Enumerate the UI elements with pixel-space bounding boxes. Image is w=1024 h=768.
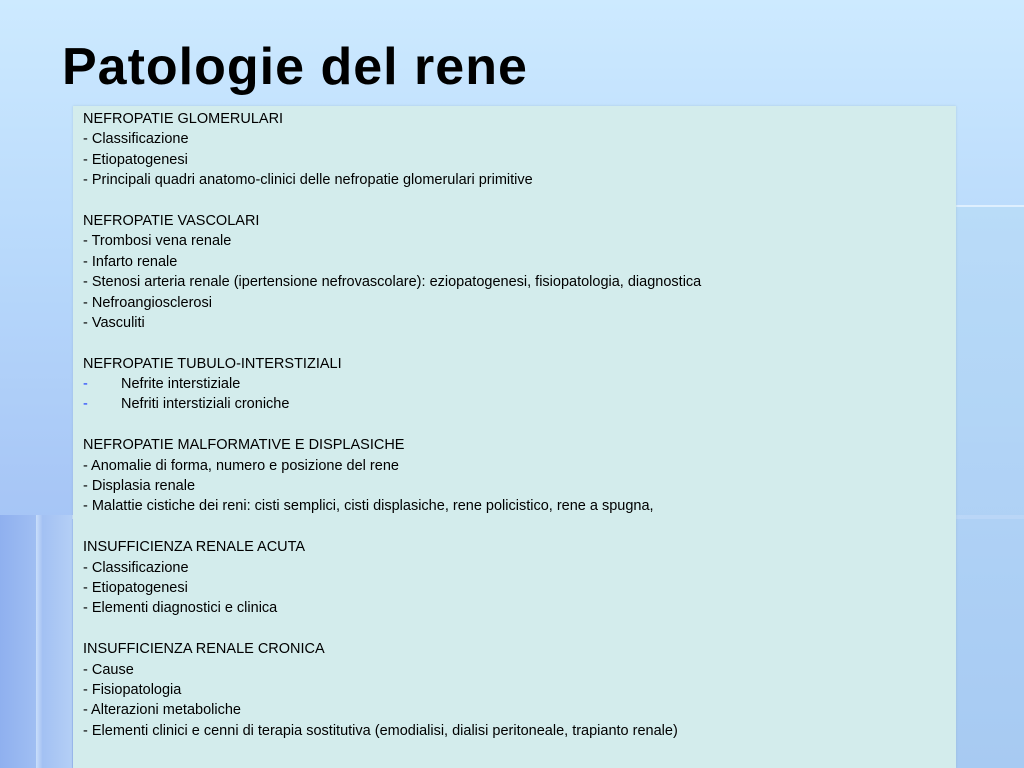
list-item-text: Nefriti interstiziali croniche <box>121 396 290 413</box>
background-decoration-left-edge <box>36 515 42 768</box>
list-item: - Elementi clinici e cenni di terapia sostitutiva (emodialisi, dialisi peritoneale, trapianto renale) <box>83 722 678 739</box>
list-item: - Fisiopatologia <box>83 681 182 698</box>
list-item: - Classificazione <box>83 131 189 148</box>
section-nefropatie-vascolari <box>83 211 946 333</box>
background-decoration-left <box>0 515 72 768</box>
list-item: - Classificazione <box>83 559 189 576</box>
dash-bullet: - <box>83 376 88 393</box>
section-heading: NEFROPATIE MALFORMATIVE E DISPLASICHE <box>83 437 405 454</box>
section-heading: INSUFFICIENZA RENALE CRONICA <box>83 641 325 658</box>
list-item <box>83 394 946 414</box>
list-item: - Infarto renale <box>83 253 178 270</box>
list-item: - Cause <box>83 661 134 678</box>
content-box <box>73 106 956 768</box>
list-item: - Vasculiti <box>83 314 145 331</box>
section-heading: NEFROPATIE GLOMERULARI <box>83 111 284 127</box>
section-heading: NEFROPATIE TUBULO-INTERSTIZIALI <box>83 355 342 372</box>
section-heading: NEFROPATIE VASCOLARI <box>83 212 260 229</box>
section-nefropatie-glomerulari <box>83 109 946 191</box>
section-heading: INSUFFICIENZA RENALE ACUTA <box>83 539 306 556</box>
list-item: - Elementi diagnostici e clinica <box>83 600 278 617</box>
list-item: - Malattie cistiche dei reni: cisti semplici, cisti displasiche, rene policistico, rene a spugna, <box>83 498 654 515</box>
list-item <box>83 374 946 394</box>
list-item: - Principali quadri anatomo-clinici delle nefropatie glomerulari primitive <box>83 172 533 189</box>
list-item: - Anomalie di forma, numero e posizione del rene <box>83 457 399 474</box>
list-item: - Stenosi arteria renale (ipertensione nefrovascolare): eziopatogenesi, fisiopatologia, diagnostica <box>83 274 702 291</box>
list-item: - Etiopatogenesi <box>83 151 188 168</box>
section-insufficienza-renale-cronica <box>83 639 946 741</box>
section-nefropatie-tubulo-interstiziali <box>83 354 946 415</box>
list-item: - Alterazioni metaboliche <box>83 702 241 719</box>
slide-title: Patologie del rene <box>62 38 528 96</box>
section-nefropatie-malformative <box>83 435 946 517</box>
list-item: - Nefroangiosclerosi <box>83 294 212 311</box>
section-insufficienza-renale-acuta <box>83 537 946 619</box>
list-item-text: Nefrite interstiziale <box>121 376 241 393</box>
list-item: - Etiopatogenesi <box>83 579 188 596</box>
list-item: - Trombosi vena renale <box>83 233 232 250</box>
list-item: - Displasia renale <box>83 478 196 495</box>
dash-bullet: - <box>83 396 88 413</box>
